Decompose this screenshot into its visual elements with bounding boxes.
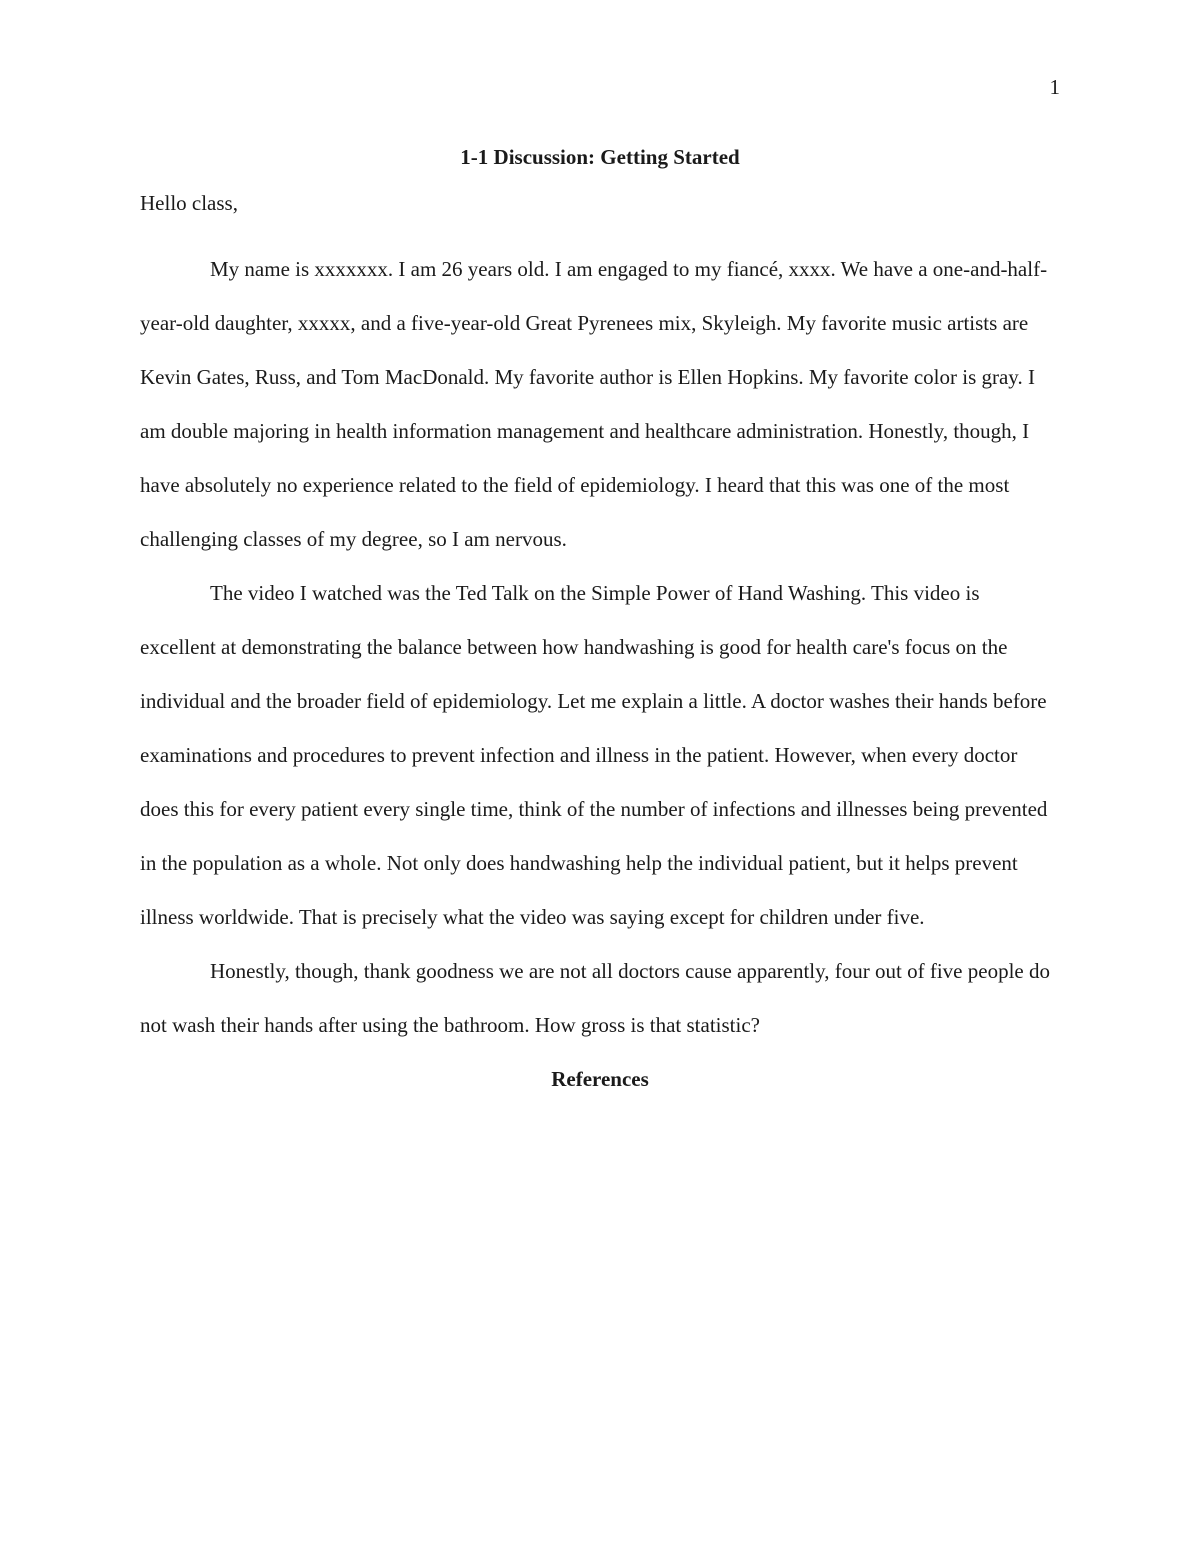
document-body — [140, 140, 1060, 1106]
paragraph-introduction: My name is xxxxxxx. I am 26 years old. I am engaged to my fiancé, xxxx. We have a one-and-half-year-old daughter, xxxxx, and a five-year-old Great Pyrenees mix, Skyleigh. My favorite music artists are Kevin Gates, Russ, and Tom MacDonald. My favorite author is Ellen Hopkins. My favorite color is gray. I am double majoring in health information management and healthcare administration. Honestly, though, I have absolutely no experience related to the field of epidemiology. I heard that this was one of the most challenging classes of my degree, so I am nervous. — [140, 257, 1048, 551]
paragraph-video-summary: The video I watched was the Ted Talk on the Simple Power of Hand Washing. This video is excellent at demonstrating the balance between how handwashing is good for health care's focus on the individual and the broader field of epidemiology. Let me explain a little. A doctor washes their hands before examinations and procedures to prevent infection and illness in the patient. However, when every doctor does this for every patient every single time, think of the number of infections and illnesses being prevented in the population as a whole. Not only does handwashing help the individual patient, but it helps prevent illness worldwide. That is precisely what the video was saying except for children under five. — [140, 581, 1048, 929]
page-number: 1 — [1049, 75, 1060, 99]
references-heading: References — [551, 1067, 649, 1091]
salutation: Hello class, — [140, 191, 238, 215]
paragraph-closing: Honestly, though, thank goodness we are not all doctors cause apparently, four out of five people do not wash their hands after using the bathroom. How gross is that statistic? — [140, 959, 1050, 1037]
document-title: 1-1 Discussion: Getting Started — [460, 145, 740, 169]
